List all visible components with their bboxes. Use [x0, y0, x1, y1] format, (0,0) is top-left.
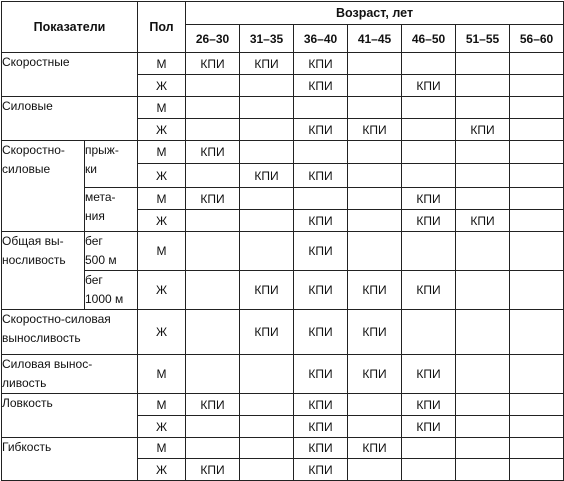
kpi-cell: [510, 394, 564, 416]
kpi-cell: [510, 141, 564, 164]
kpi-cell: [456, 355, 510, 394]
label-general-endurance: Общая вы- носливость: [2, 232, 85, 310]
kpi-cell: [348, 164, 402, 188]
kpi-cell: [510, 271, 564, 310]
kpi-cell: КПИ: [240, 271, 294, 310]
kpi-cell: [456, 188, 510, 210]
kpi-cell: [510, 416, 564, 438]
table-row: [2, 438, 564, 459]
kpi-cell: [240, 75, 294, 97]
sex-cell: М: [138, 141, 186, 164]
kpi-cell: [348, 210, 402, 232]
kpi-cell: [186, 438, 240, 459]
kpi-cell: [456, 394, 510, 416]
kpi-cell: [402, 97, 456, 119]
sex-cell: Ж: [138, 310, 186, 355]
sex-cell: М: [138, 97, 186, 119]
kpi-cell: КПИ: [294, 355, 348, 394]
kpi-cell: КПИ: [402, 416, 456, 438]
kpi-cell: КПИ: [240, 310, 294, 355]
kpi-cell: КПИ: [456, 119, 510, 141]
kpi-cell: [186, 75, 240, 97]
kpi-cell: [186, 97, 240, 119]
kpi-cell: [186, 210, 240, 232]
kpi-cell: [456, 459, 510, 481]
kpi-cell: КПИ: [456, 210, 510, 232]
label-strength: Силовые: [2, 97, 138, 141]
sex-cell: Ж: [138, 119, 186, 141]
table-row: [2, 232, 564, 271]
kpi-cell: КПИ: [186, 141, 240, 164]
kpi-table: [1, 1, 564, 481]
header-age-group: 31–35: [240, 25, 294, 53]
kpi-cell: [240, 210, 294, 232]
label-strength-endurance: Силовая вынос- ливость: [2, 355, 138, 394]
table-row: [2, 53, 564, 75]
kpi-cell: КПИ: [294, 75, 348, 97]
kpi-cell: КПИ: [348, 271, 402, 310]
kpi-cell: [402, 119, 456, 141]
kpi-cell: КПИ: [294, 164, 348, 188]
kpi-cell: [240, 394, 294, 416]
kpi-cell: КПИ: [402, 271, 456, 310]
kpi-cell: КПИ: [294, 394, 348, 416]
label-flexibility: Гибкость: [2, 438, 138, 481]
kpi-cell: [240, 97, 294, 119]
kpi-cell: КПИ: [348, 119, 402, 141]
kpi-cell: [240, 141, 294, 164]
kpi-cell: [510, 119, 564, 141]
kpi-cell: [348, 75, 402, 97]
kpi-cell: КПИ: [186, 53, 240, 75]
table-row: [2, 188, 564, 210]
kpi-cell: КПИ: [294, 416, 348, 438]
kpi-cell: КПИ: [402, 355, 456, 394]
label-jumps: прыж- ки: [85, 141, 138, 188]
label-agility: Ловкость: [2, 394, 138, 438]
sex-cell: Ж: [138, 459, 186, 481]
sex-cell: М: [138, 53, 186, 75]
kpi-cell: [456, 53, 510, 75]
sex-cell: М: [138, 355, 186, 394]
kpi-cell: КПИ: [294, 271, 348, 310]
kpi-cell: [510, 310, 564, 355]
kpi-cell: [240, 416, 294, 438]
sex-cell: М: [138, 394, 186, 416]
header-indicators: Показатели: [2, 2, 138, 53]
kpi-cell: [456, 232, 510, 271]
kpi-cell: [456, 416, 510, 438]
kpi-cell: [456, 438, 510, 459]
kpi-cell: [456, 141, 510, 164]
table-row: [2, 310, 564, 355]
kpi-cell: [240, 438, 294, 459]
kpi-cell: [402, 232, 456, 271]
kpi-cell: [348, 416, 402, 438]
header-age-group: 41–45: [348, 25, 402, 53]
kpi-cell: [348, 394, 402, 416]
header-age-group: 56–60: [510, 25, 564, 53]
kpi-cell: [348, 232, 402, 271]
sex-cell: М: [138, 232, 186, 271]
kpi-cell: [240, 119, 294, 141]
kpi-cell: [402, 310, 456, 355]
header-age-group: 26–30: [186, 25, 240, 53]
kpi-cell: КПИ: [402, 188, 456, 210]
kpi-cell: [402, 141, 456, 164]
label-speed-strength: Скоростно- силовые: [2, 141, 85, 232]
kpi-cell: [510, 210, 564, 232]
kpi-cell: [510, 53, 564, 75]
kpi-cell: КПИ: [294, 53, 348, 75]
kpi-cell: [456, 75, 510, 97]
kpi-cell: [348, 459, 402, 481]
kpi-cell: КПИ: [240, 164, 294, 188]
label-speed: Скоростные: [2, 53, 138, 97]
kpi-cell: КПИ: [240, 53, 294, 75]
kpi-cell: [402, 459, 456, 481]
sex-cell: Ж: [138, 416, 186, 438]
kpi-cell: [240, 232, 294, 271]
kpi-cell: [186, 416, 240, 438]
kpi-cell: [240, 355, 294, 394]
kpi-cell: КПИ: [402, 75, 456, 97]
kpi-cell: [456, 164, 510, 188]
header-age-group: 36–40: [294, 25, 348, 53]
sex-cell: Ж: [138, 75, 186, 97]
kpi-cell: КПИ: [348, 355, 402, 394]
kpi-cell: [294, 97, 348, 119]
kpi-cell: КПИ: [294, 438, 348, 459]
kpi-cell: [402, 53, 456, 75]
kpi-cell: [510, 188, 564, 210]
kpi-cell: [348, 141, 402, 164]
table-row: [2, 394, 564, 416]
kpi-cell: КПИ: [186, 394, 240, 416]
kpi-cell: [348, 188, 402, 210]
kpi-cell: КПИ: [348, 310, 402, 355]
kpi-cell: [186, 164, 240, 188]
header-age: Возраст, лет: [186, 2, 564, 25]
kpi-cell: [186, 232, 240, 271]
kpi-cell: [240, 188, 294, 210]
kpi-cell: [186, 310, 240, 355]
table-row: [2, 141, 564, 164]
kpi-cell: [240, 459, 294, 481]
kpi-cell: [510, 459, 564, 481]
sex-cell: М: [138, 188, 186, 210]
kpi-cell: [402, 438, 456, 459]
kpi-cell: [456, 310, 510, 355]
kpi-cell: [348, 53, 402, 75]
kpi-cell: [186, 355, 240, 394]
header-sex: Пол: [138, 2, 186, 53]
kpi-cell: КПИ: [186, 188, 240, 210]
kpi-cell: КПИ: [294, 232, 348, 271]
header-age-group: 46–50: [402, 25, 456, 53]
label-speed-strength-endurance: Скоростно-силовая выносливость: [2, 310, 138, 355]
kpi-cell: [510, 438, 564, 459]
label-throws: мета- ния: [85, 188, 138, 232]
label-run-500: бег 500 м: [85, 232, 138, 271]
kpi-cell: [294, 141, 348, 164]
kpi-cell: КПИ: [294, 210, 348, 232]
sex-cell: Ж: [138, 164, 186, 188]
kpi-cell: КПИ: [186, 459, 240, 481]
header-age-group: 51–55: [456, 25, 510, 53]
kpi-cell: КПИ: [402, 394, 456, 416]
kpi-cell: [456, 97, 510, 119]
kpi-cell: КПИ: [294, 119, 348, 141]
kpi-cell: [294, 188, 348, 210]
table-row: [2, 271, 564, 310]
sex-cell: Ж: [138, 271, 186, 310]
table-row: [2, 97, 564, 119]
table-row: [2, 355, 564, 394]
kpi-cell: [510, 355, 564, 394]
kpi-cell: [510, 75, 564, 97]
kpi-cell: КПИ: [402, 210, 456, 232]
kpi-cell: КПИ: [348, 438, 402, 459]
kpi-cell: [510, 97, 564, 119]
kpi-cell: [348, 97, 402, 119]
kpi-cell: [186, 271, 240, 310]
kpi-cell: [186, 119, 240, 141]
kpi-cell: [456, 271, 510, 310]
label-run-1000: бег 1000 м: [85, 271, 138, 310]
kpi-cell: [510, 164, 564, 188]
sex-cell: М: [138, 438, 186, 459]
kpi-cell: КПИ: [294, 459, 348, 481]
kpi-cell: [510, 232, 564, 271]
kpi-cell: КПИ: [294, 310, 348, 355]
sex-cell: Ж: [138, 210, 186, 232]
kpi-cell: [402, 164, 456, 188]
